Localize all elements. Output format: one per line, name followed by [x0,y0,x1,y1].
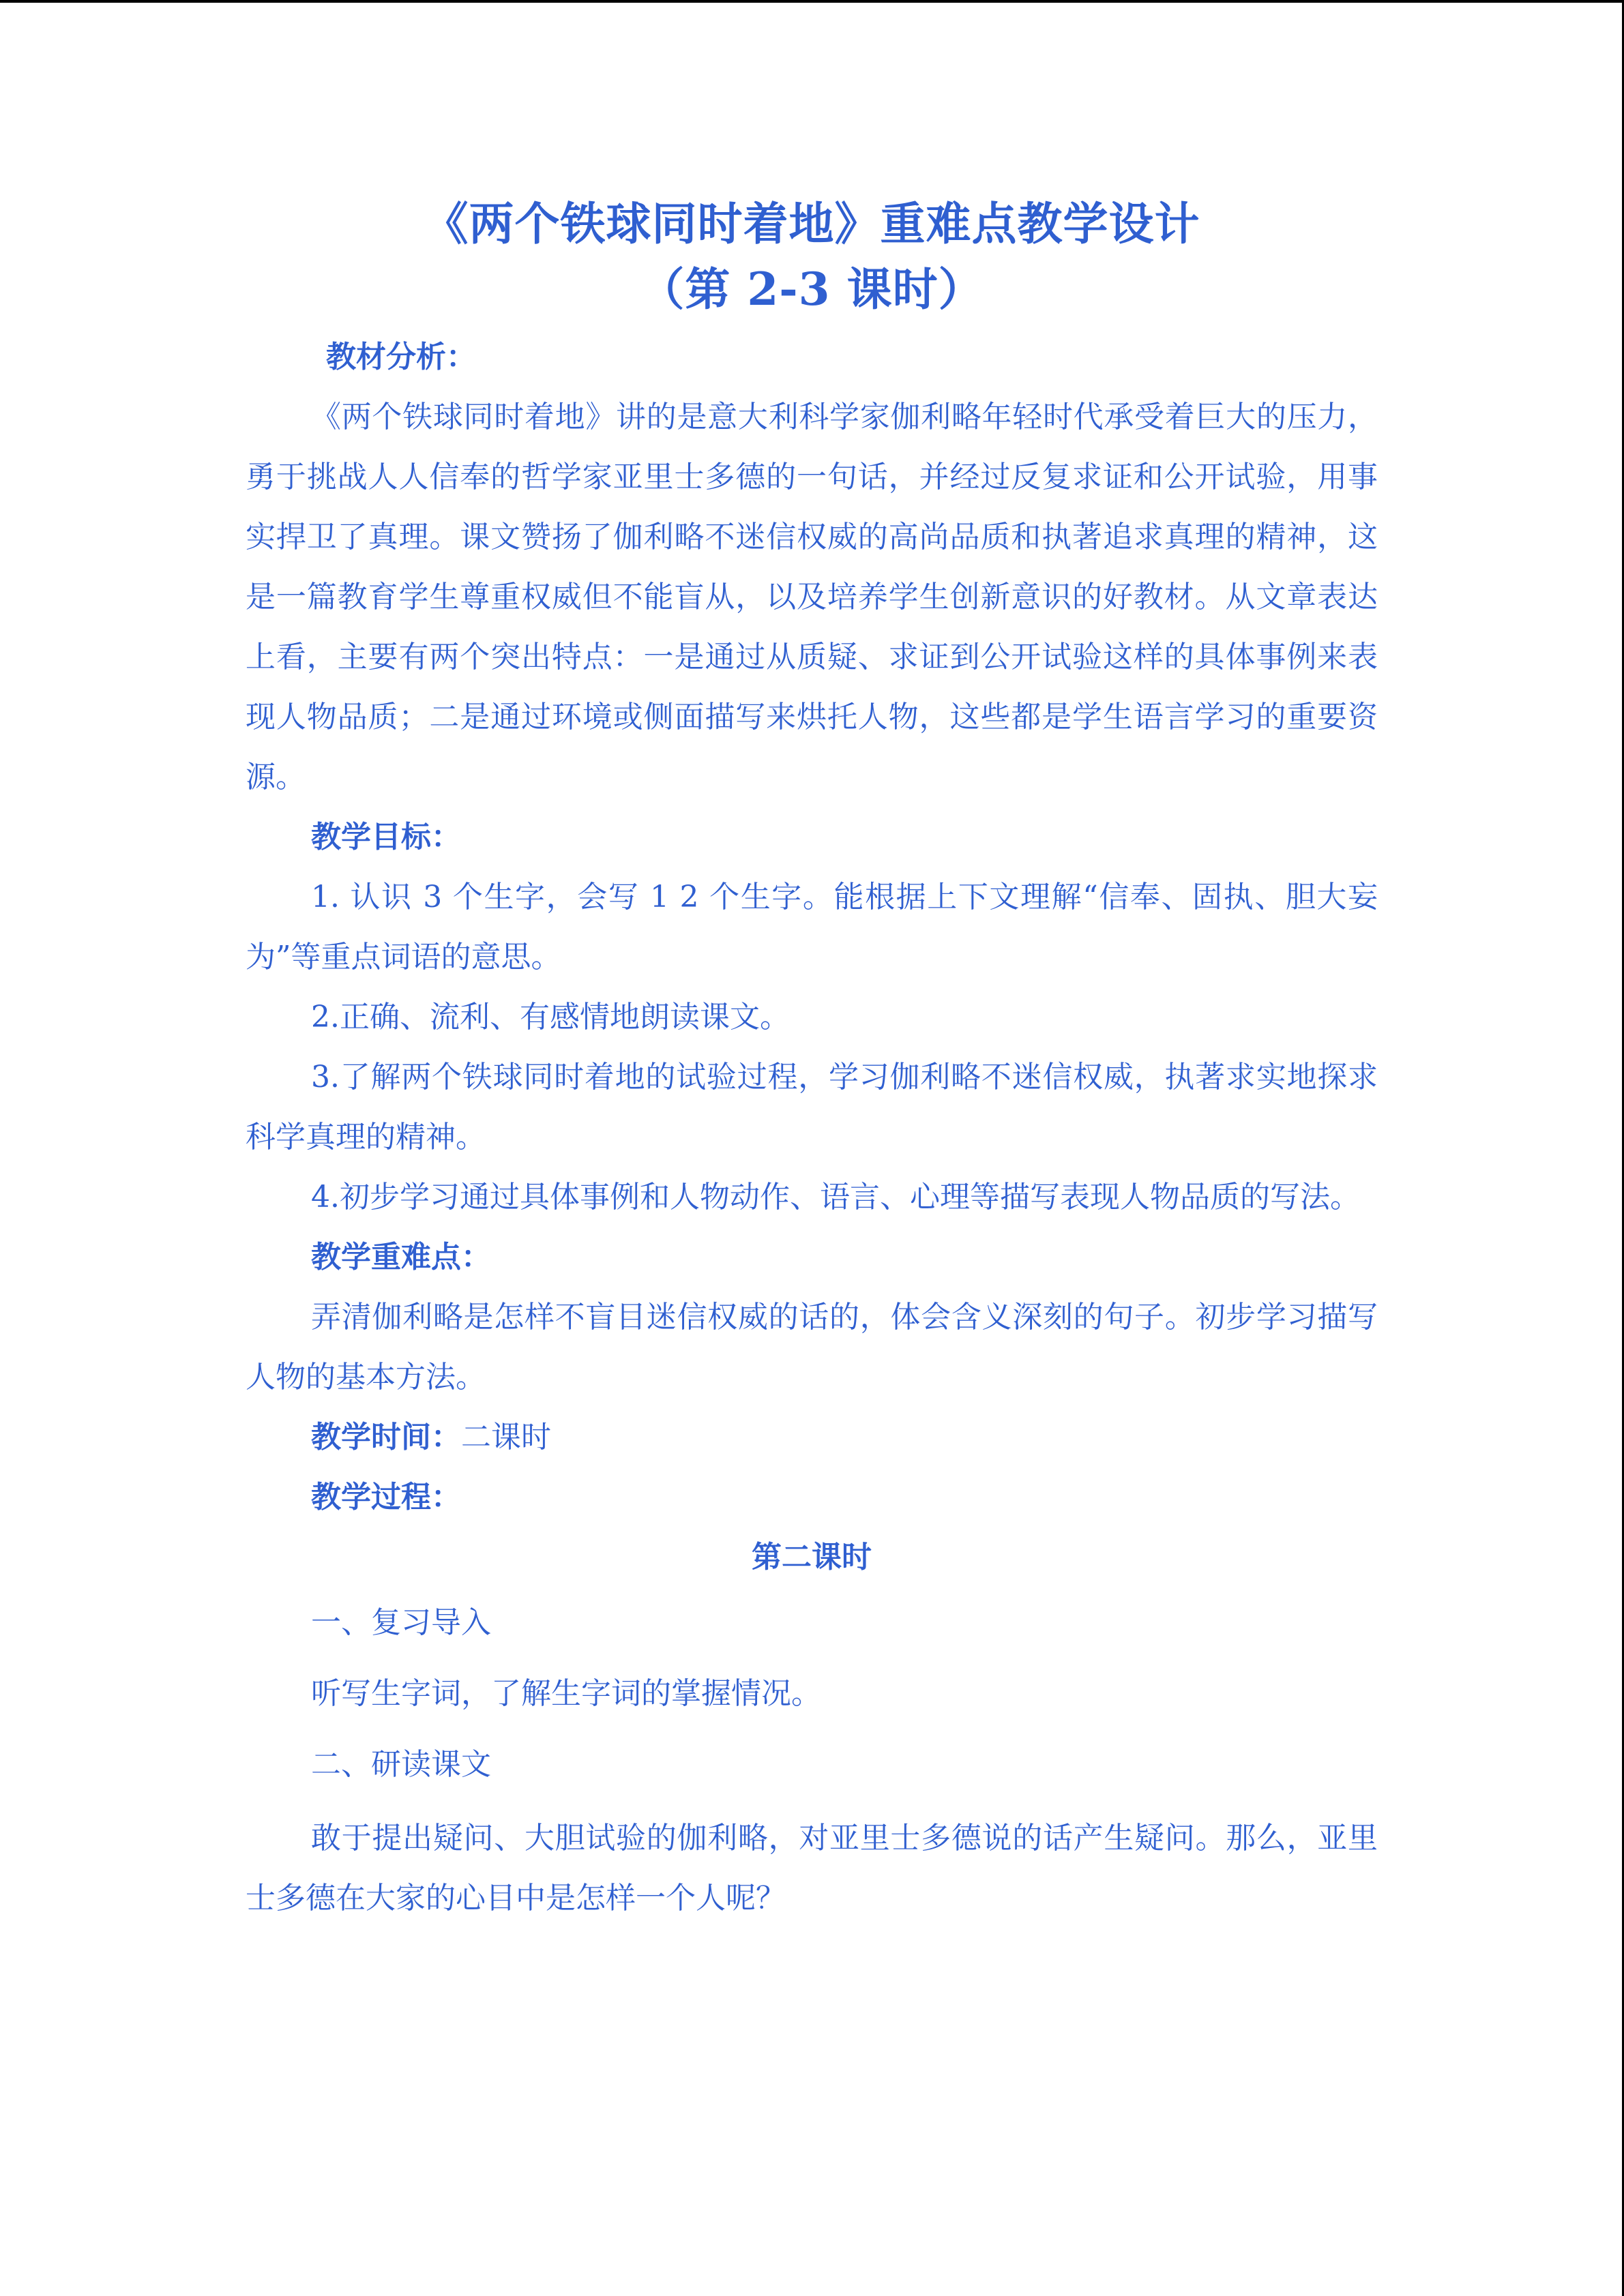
goal-item-2: 2.正确、流利、有感情地朗读课文。 [311,1000,790,1034]
key-points-text: 弄清伽利略是怎样不盲目迷信权威的话的，体会含义深刻的句子。初步学习描写人物的基本方法。 [246,1300,1378,1395]
step-2-text: 敢于提出疑问、大胆试验的伽利略，对亚里士多德说的话产生疑问。那么，亚里士多德在大家的心目中是怎样一个人呢？ [246,1821,1378,1915]
document-body [246,191,1378,1928]
step-2-title: 二、研读课文 [311,1747,491,1782]
goals-heading: 教学目标： [311,820,461,854]
teaching-time-value: 二课时 [461,1420,551,1455]
document-subtitle: （第 2-3 课时） [639,263,984,316]
lesson-section-title: 第二课时 [752,1540,872,1575]
page-border-top [0,0,1624,3]
document-title: 《两个铁球同时着地》重难点教学设计 [423,197,1200,250]
step-1-title: 一、复习导入 [311,1605,491,1640]
analysis-heading: 教材分析： [326,340,476,374]
teaching-time [246,1407,1378,1467]
process-heading: 教学过程： [311,1480,461,1515]
step-1-text: 听写生字词，了解生字词的掌握情况。 [311,1676,821,1711]
goal-item-1: 1. 认识 3 个生字，会写 1 2 个生字。能根据上下文理解“信奉、固执、胆大妄为”等重点词语的意思。 [246,880,1378,974]
teaching-time-label: 教学时间： [311,1420,461,1455]
key-points-heading: 教学重难点： [311,1240,491,1274]
analysis-text: 《两个铁球同时着地》讲的是意大利科学家伽利略年轻时代承受着巨大的压力，勇于挑战人人信奉的哲学家亚里士多德的一句话，并经过反复求证和公开试验，用事实捍卫了真理。课文赞扬了伽利略不迷信权威的高尚品质和执著追求真理的精神，这是一篇教育学生尊重权威但不能盲从，以及培养学生创新意识的好教材。从文章表达上看，主要有两个突出特点：一是通过从质疑、求证到公开试验这样的具体事例来表现人物品质；二是通过环境或侧面描写来烘托人物，这些都是学生语言学习的重要资源。 [246,400,1378,794]
goal-item-3: 3.了解两个铁球同时着地的试验过程，学习伽利略不迷信权威，执著求实地探求科学真理的精神。 [246,1060,1378,1154]
goal-item-4: 4.初步学习通过具体事例和人物动作、语言、心理等描写表现人物品质的写法。 [311,1180,1360,1214]
